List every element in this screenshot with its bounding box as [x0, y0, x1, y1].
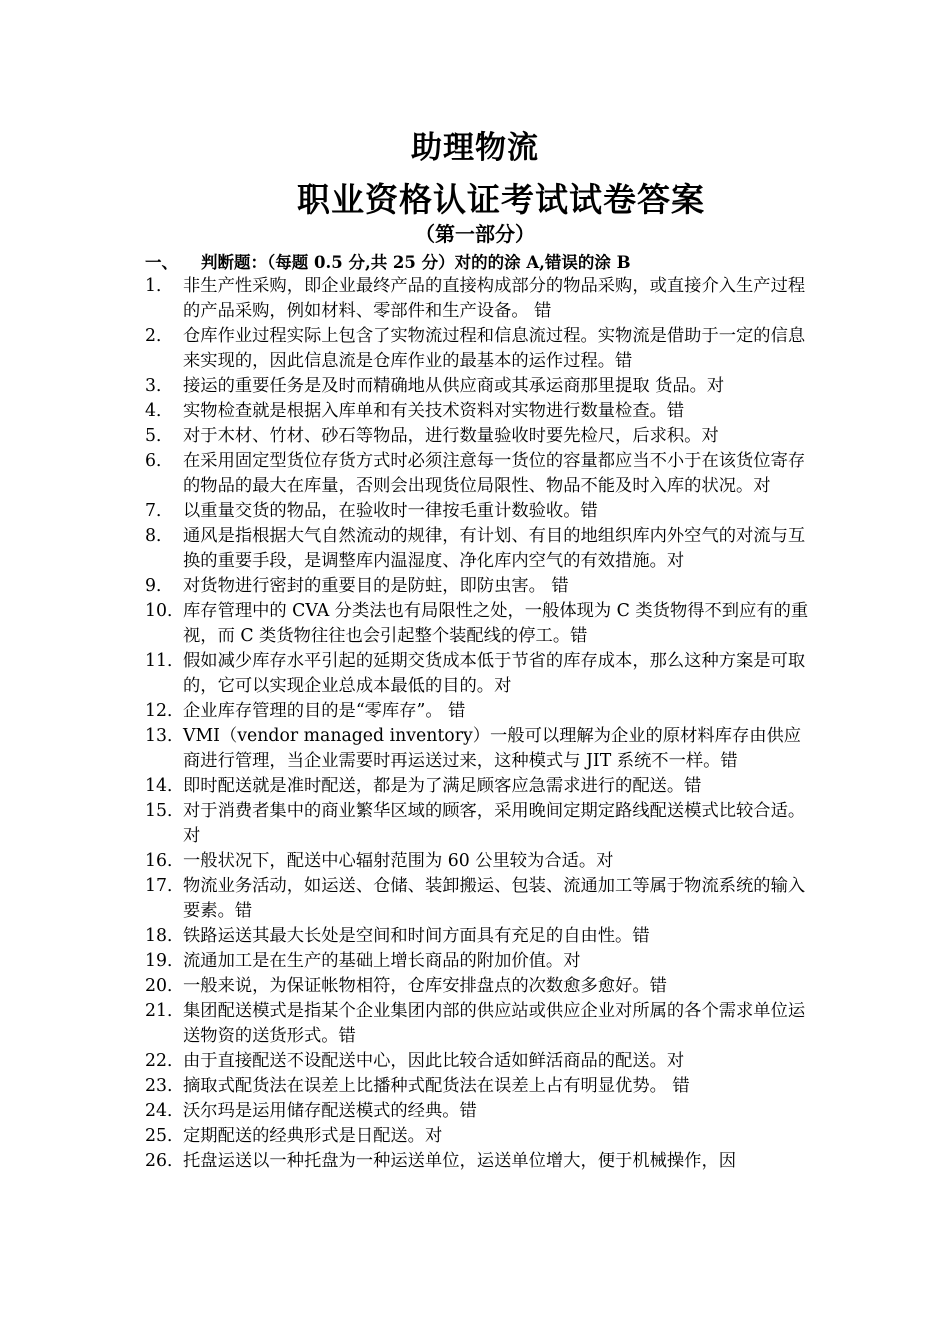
question-number: 9．: [145, 576, 174, 596]
question-text: 托盘运送以一种托盘为一种运送单位，运送单位增大，便于机械操作，因: [183, 1151, 737, 1171]
question-item: [145, 449, 810, 499]
question-text: 物流业务活动，如运送、仓储、装卸搬运、包装、流通加工等属于物流系统的输入要素。错: [183, 876, 806, 921]
question-text: 对货物进行密封的重要目的是防蛀，即防虫害。 错: [183, 576, 569, 596]
question-item: [145, 274, 810, 324]
question-text: 对于消费者集中的商业繁华区域的顾客，采用晚间定期定路线配送模式比较合适。对: [183, 801, 806, 846]
question-text: 通风是指根据大气自然流动的规律，有计划、有目的地组织库内外空气的对流与互换的重要手段，是调整库内温湿度、净化库内空气的有效措施。对: [183, 526, 806, 571]
question-text: 流通加工是在生产的基础上增长商品的附加价值。对: [183, 951, 581, 971]
question-text: 非生产性采购，即企业最终产品的直接构成部分的物品采购，或直接介入生产过程的产品采购，例如材料、零部件和生产设备。 错: [183, 276, 806, 321]
question-number: 21．: [145, 1001, 185, 1021]
document-title: 助理物流: [411, 130, 539, 166]
question-number: 20．: [145, 976, 185, 996]
question-item: [145, 799, 810, 849]
question-item: [145, 374, 810, 399]
question-item: [145, 999, 810, 1049]
question-text: 由于直接配送不设配送中心，因此比较合适如鲜活商品的配送。对: [183, 1051, 685, 1071]
question-item: [145, 974, 810, 999]
question-item: [145, 949, 810, 974]
question-number: 7．: [145, 501, 174, 521]
question-number: 23.: [145, 1076, 173, 1096]
question-text: 摘取式配货法在误差上比播种式配货法在误差上占有明显优势。 错: [183, 1076, 690, 1096]
question-text: 仓库作业过程实际上包含了实物流过程和信息流过程。实物流是借助于一定的信息来实现的，因此信息流是仓库作业的最基本的运作过程。错: [183, 326, 806, 371]
question-text: 一般来说，为保证帐物相符，仓库安排盘点的次数愈多愈好。错: [183, 976, 667, 996]
document-subtitle: 职业资格认证考试试卷答案: [297, 180, 705, 219]
section-number: 一、: [145, 253, 178, 272]
question-text: VMI（vendor managed inventory）一般可以理解为企业的原材料库存由供应商进行管理，当企业需要时再运送过来，这种模式与 JIT 系统不一样。错: [183, 726, 802, 771]
question-text: 定期配送的经典形式是日配送。对: [183, 1126, 443, 1146]
question-text: 接运的重要任务是及时而精确地从供应商或其承运商那里提取 货品。对: [183, 376, 725, 396]
question-item: [145, 924, 810, 949]
question-number: 5．: [145, 426, 174, 446]
question-list: [145, 274, 810, 1174]
question-item: [145, 699, 810, 724]
question-number: 14．: [145, 776, 185, 796]
question-text: 对于木材、竹材、砂石等物品，进行数量验收时要先检尺，后求积。对: [183, 426, 719, 446]
question-text: 实物检查就是根据入库单和有关技术资料对实物进行数量检查。错: [183, 401, 685, 421]
question-number: 6．: [145, 451, 174, 471]
question-item: [145, 324, 810, 374]
question-number: 13．: [145, 726, 185, 746]
question-number: 4．: [145, 401, 174, 421]
question-item: [145, 499, 810, 524]
question-text: 假如减少库存水平引起的延期交货成本低于节省的库存成本，那么这种方案是可取的，它可以实现企业总成本最低的目的。对: [183, 651, 806, 696]
question-number: 18．: [145, 926, 185, 946]
question-item: [145, 849, 810, 874]
question-text: 一般状况下，配送中心辐射范围为 60 公里较为合适。对: [183, 851, 614, 871]
question-item: [145, 1074, 810, 1099]
question-number: 25．: [145, 1126, 185, 1146]
section-heading-text: 判断题：（每题 0.5 分,共 25 分）对的的涂 A,错误的涂 B: [201, 253, 631, 272]
question-item: [145, 1124, 810, 1149]
question-item: [145, 599, 810, 649]
question-number: 10．: [145, 601, 185, 621]
question-number: 1．: [145, 276, 174, 296]
question-item: [145, 399, 810, 424]
question-item: [145, 724, 810, 774]
question-text: 企业库存管理的目的是“零库存”。 错: [183, 701, 466, 721]
question-number: 17．: [145, 876, 185, 896]
question-number: 2．: [145, 326, 174, 346]
question-item: [145, 1049, 810, 1074]
question-number: 19．: [145, 951, 185, 971]
question-number: 12．: [145, 701, 185, 721]
part-label: （第一部分）: [415, 222, 535, 246]
question-number: 11．: [145, 651, 185, 671]
question-text: 库存管理中的 CVA 分类法也有局限性之处，一般体现为 C 类货物得不到应有的重视，而 C 类货物往往也会引起整个装配线的停工。错: [183, 601, 809, 646]
question-number: 3．: [145, 376, 174, 396]
question-item: [145, 774, 810, 799]
question-number: 24．: [145, 1101, 185, 1121]
question-item: [145, 874, 810, 924]
question-text: 铁路运送其最大长处是空间和时间方面具有充足的自由性。错: [183, 926, 650, 946]
question-item: [145, 1149, 810, 1174]
question-number: 22．: [145, 1051, 185, 1071]
section-heading: [145, 250, 825, 275]
question-number: 16．: [145, 851, 185, 871]
question-text: 以重量交货的物品，在验收时一律按毛重计数验收。错: [183, 501, 598, 521]
question-item: [145, 424, 810, 449]
question-text: 在采用固定型货位存货方式时必须注意每一货位的容量都应当不小于在该货位寄存的物品的最大在库量，否则会出现货位局限性、物品不能及时入库的状况。对: [183, 451, 806, 496]
question-text: 即时配送就是准时配送，都是为了满足顾客应急需求进行的配送。错: [183, 776, 702, 796]
question-text: 集团配送模式是指某个企业集团内部的供应站或供应企业对所属的各个需求单位运送物资的送货形式。错: [183, 1001, 806, 1046]
question-number: 15．: [145, 801, 185, 821]
question-text: 沃尔玛是运用储存配送模式的经典。错: [183, 1101, 477, 1121]
question-item: [145, 649, 810, 699]
question-item: [145, 574, 810, 599]
question-number: 26．: [145, 1151, 185, 1171]
question-item: [145, 1099, 810, 1124]
question-item: [145, 524, 810, 574]
question-number: 8．: [145, 526, 174, 546]
